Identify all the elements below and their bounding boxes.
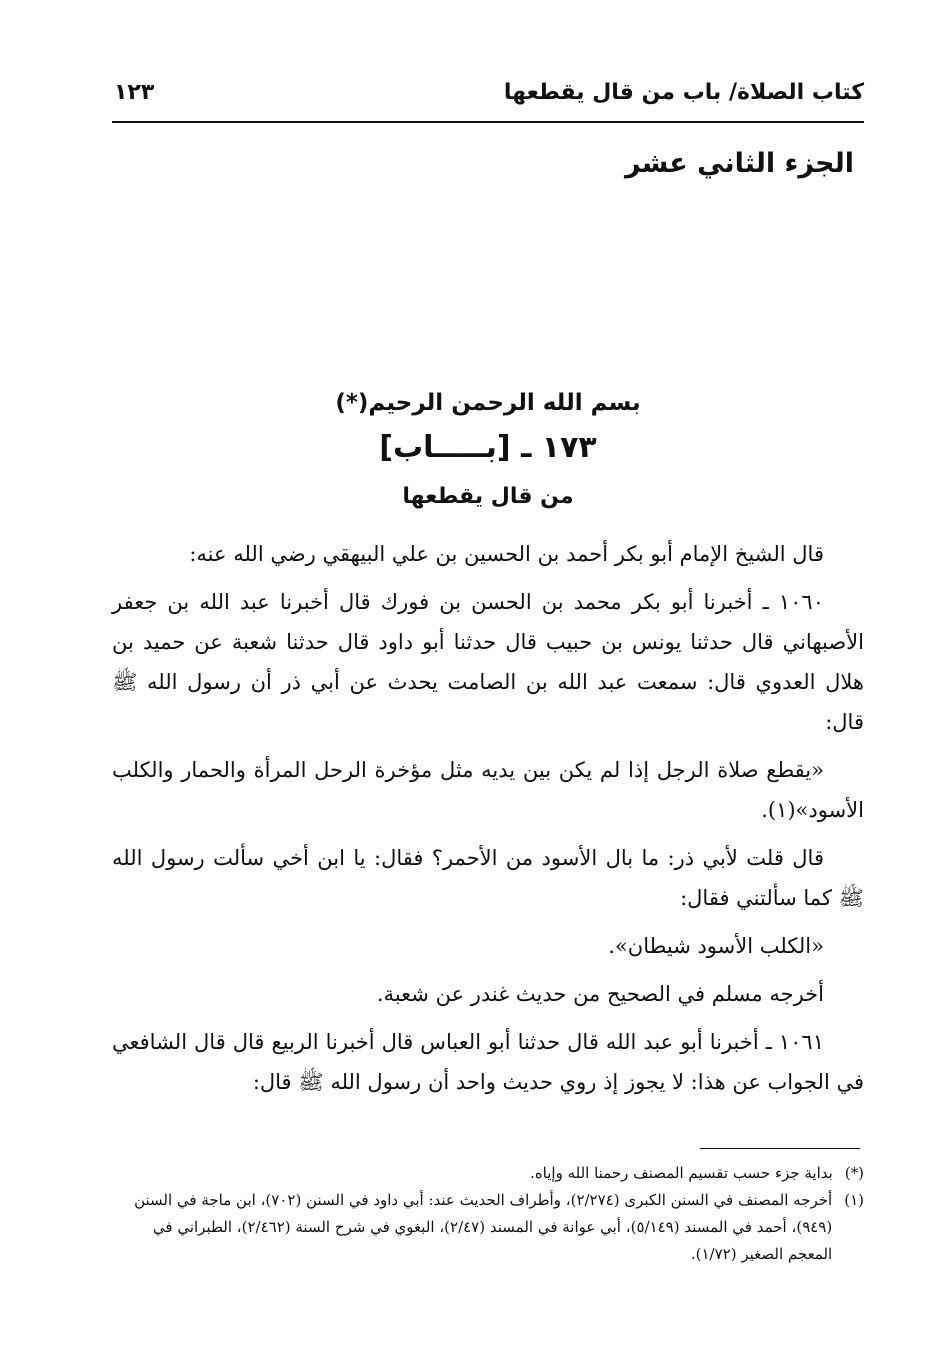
footnotes xyxy=(112,1160,864,1268)
footnote-text: أخرجه المصنف في السنن الكبرى (٢/٢٧٤)، وأطراف الحديث عند: أبي داود في السنن (٧٠٢)، ابن ماجة في السنن (٩٤٩)، أحمد في المسند (٥/١٤٩)، أبي عوانة في المسند (٢/٤٧)، البغوي في شرح السنة (٢/٤٦٢)، الطبراني في المعجم الصغير (١/٧٢). xyxy=(134,1191,833,1263)
footnote-divider xyxy=(700,1148,860,1149)
part-title: الجزء الثاني عشر xyxy=(625,148,854,179)
main-text xyxy=(112,534,864,1110)
basmala: بسم الله الرحمن الرحيم(*) xyxy=(335,390,641,416)
paragraph-quote-1: «يقطع صلاة الرجل إذا لم يكن بين يديه مثل مؤخرة الرحل المرأة والحمار والكلب الأسود»(١). xyxy=(112,758,864,822)
paragraph-question: قال قلت لأبي ذر: ما بال الأسود من الأحمر؟ فقال: يا ابن أخي سألت رسول الله ﷺ كما سألتني فقال: xyxy=(112,846,864,910)
paragraph-takhrij: أخرجه مسلم في الصحيح من حديث غندر عن شعبة. xyxy=(376,982,824,1006)
running-header-title: كتاب الصلاة/ باب من قال يقطعها xyxy=(503,80,864,105)
chapter-heading: ١٧٣ ـ [بـــــاب] xyxy=(379,430,597,465)
paragraph-hadith-1060: ١٠٦٠ ـ أخبرنا أبو بكر محمد بن الحسن بن فورك قال أخبرنا عبد الله بن جعفر الأصبهاني قال حدثنا يونس بن حبيب قال حدثنا أبو داود قال حدثنا شعبة عن حميد بن هلال العدوي قال: سمعت عبد الله بن الصامت يحدث عن أبي ذر أن رسول الله ﷺ قال: xyxy=(112,590,864,734)
paragraph-quote-2: «الكلب الأسود شيطان». xyxy=(608,934,824,958)
footnote-mark: (١) xyxy=(844,1191,864,1209)
header-divider xyxy=(112,121,864,123)
footnote-item xyxy=(112,1160,864,1187)
paragraph-hadith-1061: ١٠٦١ ـ أخبرنا أبو عبد الله قال حدثنا أبو العباس قال أخبرنا الربيع قال قال الشافعي في الجواب عن هذا: لا يجوز إذ روي حديث واحد أن رسول الله ﷺ قال: xyxy=(112,1030,864,1094)
footnote-item xyxy=(112,1187,864,1268)
page-number: ١٢٣ xyxy=(114,80,155,105)
paragraph-intro: قال الشيخ الإمام أبو بكر أحمد بن الحسين بن علي البيهقي رضي الله عنه: xyxy=(189,542,824,566)
footnote-mark: (*) xyxy=(844,1164,864,1182)
chapter-subtitle: من قال يقطعها xyxy=(402,484,574,509)
footnote-text: بداية جزء حسب تقسيم المصنف رحمنا الله وإياه. xyxy=(530,1164,833,1182)
